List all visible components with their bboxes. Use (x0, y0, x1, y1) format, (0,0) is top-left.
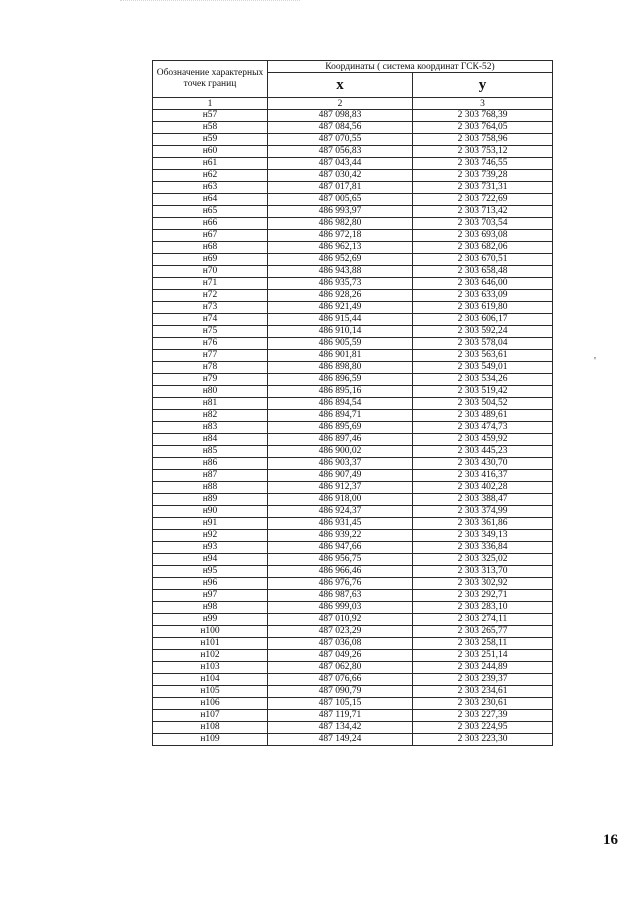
table-row (153, 182, 553, 194)
x-coordinate-cell: 487 084,56 (268, 122, 413, 134)
point-cell: н69 (153, 254, 268, 266)
point-cell: н76 (153, 338, 268, 350)
x-coordinate-cell: 486 943,88 (268, 266, 413, 278)
point-cell: н88 (153, 482, 268, 494)
point-cell: н75 (153, 326, 268, 338)
point-cell: н103 (153, 662, 268, 674)
x-coordinate-cell: 487 056,83 (268, 146, 413, 158)
x-coordinate-cell: 487 076,66 (268, 674, 413, 686)
point-cell: н108 (153, 722, 268, 734)
y-coordinate-cell: 2 303 258,11 (413, 638, 553, 650)
point-cell: н77 (153, 350, 268, 362)
x-coordinate-cell: 486 987,63 (268, 590, 413, 602)
y-coordinate-cell: 2 303 474,73 (413, 422, 553, 434)
x-coordinate-cell: 487 070,55 (268, 134, 413, 146)
x-coordinate-cell: 487 105,15 (268, 698, 413, 710)
point-cell: н107 (153, 710, 268, 722)
x-coordinate-cell: 486 928,26 (268, 290, 413, 302)
point-cell: н67 (153, 230, 268, 242)
table-row (153, 134, 553, 146)
table-row (153, 314, 553, 326)
y-coordinate-cell: 2 303 670,51 (413, 254, 553, 266)
x-coordinate-cell: 486 907,49 (268, 470, 413, 482)
table-row (153, 590, 553, 602)
y-coordinate-cell: 2 303 764,05 (413, 122, 553, 134)
y-coordinate-cell: 2 303 606,17 (413, 314, 553, 326)
y-coordinate-cell: 2 303 313,70 (413, 566, 553, 578)
table-row (153, 698, 553, 710)
x-coordinate-cell: 486 915,44 (268, 314, 413, 326)
x-coordinate-cell: 486 898,80 (268, 362, 413, 374)
x-coordinate-cell: 487 090,79 (268, 686, 413, 698)
y-coordinate-cell: 2 303 658,48 (413, 266, 553, 278)
x-axis-header: х (268, 73, 413, 98)
point-cell: н96 (153, 578, 268, 590)
x-coordinate-cell: 487 017,81 (268, 182, 413, 194)
y-coordinate-cell: 2 303 274,11 (413, 614, 553, 626)
table-row (153, 266, 553, 278)
point-cell: н95 (153, 566, 268, 578)
y-coordinate-cell: 2 303 578,04 (413, 338, 553, 350)
x-coordinate-cell: 486 895,16 (268, 386, 413, 398)
x-coordinate-cell: 486 962,13 (268, 242, 413, 254)
point-cell: н58 (153, 122, 268, 134)
y-coordinate-cell: 2 303 416,37 (413, 470, 553, 482)
table-row (153, 170, 553, 182)
table-row (153, 662, 553, 674)
table-row (153, 254, 553, 266)
point-cell: н79 (153, 374, 268, 386)
point-cell: н78 (153, 362, 268, 374)
table-row (153, 530, 553, 542)
point-cell: н63 (153, 182, 268, 194)
x-coordinate-cell: 487 043,44 (268, 158, 413, 170)
x-coordinate-cell: 486 912,37 (268, 482, 413, 494)
point-cell: н72 (153, 290, 268, 302)
point-cell: н94 (153, 554, 268, 566)
y-coordinate-cell: 2 303 722,69 (413, 194, 553, 206)
y-coordinate-cell: 2 303 753,12 (413, 146, 553, 158)
y-coordinate-cell: 2 303 646,00 (413, 278, 553, 290)
point-cell: н86 (153, 458, 268, 470)
y-coordinate-cell: 2 303 361,86 (413, 518, 553, 530)
x-coordinate-cell: 486 895,69 (268, 422, 413, 434)
x-coordinate-cell: 486 921,49 (268, 302, 413, 314)
point-cell: н87 (153, 470, 268, 482)
table-row (153, 518, 553, 530)
table-row (153, 398, 553, 410)
x-coordinate-cell: 487 010,92 (268, 614, 413, 626)
point-cell: н59 (153, 134, 268, 146)
table-row (153, 110, 553, 122)
table-row (153, 506, 553, 518)
table-row (153, 350, 553, 362)
table-row (153, 650, 553, 662)
table-row (153, 422, 553, 434)
x-coordinate-cell: 486 905,59 (268, 338, 413, 350)
point-cell: н85 (153, 446, 268, 458)
x-coordinate-cell: 487 036,08 (268, 638, 413, 650)
y-coordinate-cell: 2 303 402,28 (413, 482, 553, 494)
y-coordinate-cell: 2 303 703,54 (413, 218, 553, 230)
y-coordinate-cell: 2 303 325,02 (413, 554, 553, 566)
x-coordinate-cell: 486 982,80 (268, 218, 413, 230)
table-row (153, 218, 553, 230)
table-row (153, 374, 553, 386)
y-coordinate-cell: 2 303 388,47 (413, 494, 553, 506)
table-row (153, 674, 553, 686)
coordinates-table (152, 60, 553, 746)
point-cell: н106 (153, 698, 268, 710)
y-coordinate-cell: 2 303 459,92 (413, 434, 553, 446)
point-cell: н65 (153, 206, 268, 218)
y-coordinate-cell: 2 303 302,92 (413, 578, 553, 590)
page-number: 16 (603, 832, 618, 848)
table-row (153, 638, 553, 650)
point-cell: н99 (153, 614, 268, 626)
table-row (153, 326, 553, 338)
x-coordinate-cell: 486 900,02 (268, 446, 413, 458)
point-cell: н66 (153, 218, 268, 230)
point-cell: н71 (153, 278, 268, 290)
point-cell: н73 (153, 302, 268, 314)
x-coordinate-cell: 487 134,42 (268, 722, 413, 734)
point-cell: н82 (153, 410, 268, 422)
x-coordinate-cell: 487 049,26 (268, 650, 413, 662)
point-cell: н83 (153, 422, 268, 434)
y-coordinate-cell: 2 303 283,10 (413, 602, 553, 614)
coordinates-header: Координаты ( система координат ГСК-52) (268, 61, 553, 73)
y-coordinate-cell: 2 303 374,99 (413, 506, 553, 518)
y-coordinate-cell: 2 303 693,08 (413, 230, 553, 242)
table-row (153, 458, 553, 470)
point-cell: н61 (153, 158, 268, 170)
point-cell: н100 (153, 626, 268, 638)
column-number-1: 1 (153, 98, 268, 110)
x-coordinate-cell: 487 005,65 (268, 194, 413, 206)
point-cell: н74 (153, 314, 268, 326)
table-row (153, 566, 553, 578)
y-coordinate-cell: 2 303 430,70 (413, 458, 553, 470)
table-row (153, 302, 553, 314)
y-coordinate-cell: 2 303 224,95 (413, 722, 553, 734)
x-coordinate-cell: 486 903,37 (268, 458, 413, 470)
point-cell: н104 (153, 674, 268, 686)
stray-mark: ' (594, 355, 596, 367)
table-row (153, 158, 553, 170)
y-coordinate-cell: 2 303 223,30 (413, 734, 553, 746)
table-row (153, 434, 553, 446)
table-row (153, 602, 553, 614)
y-coordinate-cell: 2 303 489,61 (413, 410, 553, 422)
x-coordinate-cell: 486 894,71 (268, 410, 413, 422)
x-coordinate-cell: 486 939,22 (268, 530, 413, 542)
x-coordinate-cell: 487 023,29 (268, 626, 413, 638)
table-row (153, 194, 553, 206)
y-coordinate-cell: 2 303 265,77 (413, 626, 553, 638)
column-number-2: 2 (268, 98, 413, 110)
x-coordinate-cell: 486 952,69 (268, 254, 413, 266)
point-cell: н109 (153, 734, 268, 746)
point-cell: н70 (153, 266, 268, 278)
point-cell: н90 (153, 506, 268, 518)
y-coordinate-cell: 2 303 534,26 (413, 374, 553, 386)
x-coordinate-cell: 487 062,80 (268, 662, 413, 674)
table-row (153, 146, 553, 158)
y-coordinate-cell: 2 303 292,71 (413, 590, 553, 602)
x-coordinate-cell: 486 976,76 (268, 578, 413, 590)
point-cell: н57 (153, 110, 268, 122)
x-coordinate-cell: 487 098,83 (268, 110, 413, 122)
point-cell: н98 (153, 602, 268, 614)
point-cell: н93 (153, 542, 268, 554)
x-coordinate-cell: 486 897,46 (268, 434, 413, 446)
x-coordinate-cell: 486 901,81 (268, 350, 413, 362)
y-coordinate-cell: 2 303 519,42 (413, 386, 553, 398)
designation-header: Обозначение характерных точек границ (153, 61, 268, 98)
table-row (153, 338, 553, 350)
point-cell: н60 (153, 146, 268, 158)
table-header (153, 61, 553, 110)
x-coordinate-cell: 486 896,59 (268, 374, 413, 386)
y-coordinate-cell: 2 303 445,23 (413, 446, 553, 458)
x-coordinate-cell: 487 030,42 (268, 170, 413, 182)
y-coordinate-cell: 2 303 619,80 (413, 302, 553, 314)
y-coordinate-cell: 2 303 336,84 (413, 542, 553, 554)
table-row (153, 122, 553, 134)
point-cell: н64 (153, 194, 268, 206)
y-coordinate-cell: 2 303 234,61 (413, 686, 553, 698)
x-coordinate-cell: 486 966,46 (268, 566, 413, 578)
x-coordinate-cell: 486 972,18 (268, 230, 413, 242)
x-coordinate-cell: 487 119,71 (268, 710, 413, 722)
y-coordinate-cell: 2 303 244,89 (413, 662, 553, 674)
y-coordinate-cell: 2 303 230,61 (413, 698, 553, 710)
table-row (153, 614, 553, 626)
point-cell: н91 (153, 518, 268, 530)
x-coordinate-cell: 486 956,75 (268, 554, 413, 566)
point-cell: н102 (153, 650, 268, 662)
y-coordinate-cell: 2 303 563,61 (413, 350, 553, 362)
table-row (153, 446, 553, 458)
table-row (153, 542, 553, 554)
y-coordinate-cell: 2 303 739,28 (413, 170, 553, 182)
point-cell: н62 (153, 170, 268, 182)
x-coordinate-cell: 486 924,37 (268, 506, 413, 518)
x-coordinate-cell: 486 931,45 (268, 518, 413, 530)
table-row (153, 710, 553, 722)
table-row (153, 410, 553, 422)
point-cell: н97 (153, 590, 268, 602)
x-coordinate-cell: 486 918,00 (268, 494, 413, 506)
table-row (153, 386, 553, 398)
point-cell: н81 (153, 398, 268, 410)
x-coordinate-cell: 487 149,24 (268, 734, 413, 746)
scan-artifact (120, 0, 300, 5)
y-coordinate-cell: 2 303 682,06 (413, 242, 553, 254)
table-row (153, 686, 553, 698)
y-coordinate-cell: 2 303 227,39 (413, 710, 553, 722)
point-cell: н80 (153, 386, 268, 398)
table-row (153, 242, 553, 254)
point-cell: н89 (153, 494, 268, 506)
y-coordinate-cell: 2 303 731,31 (413, 182, 553, 194)
x-coordinate-cell: 486 993,97 (268, 206, 413, 218)
table-row (153, 206, 553, 218)
y-coordinate-cell: 2 303 633,09 (413, 290, 553, 302)
point-cell: н84 (153, 434, 268, 446)
table-row (153, 230, 553, 242)
point-cell: н105 (153, 686, 268, 698)
y-coordinate-cell: 2 303 713,42 (413, 206, 553, 218)
table-row (153, 470, 553, 482)
x-coordinate-cell: 486 894,54 (268, 398, 413, 410)
table-row (153, 362, 553, 374)
table-row (153, 482, 553, 494)
point-cell: н101 (153, 638, 268, 650)
y-coordinate-cell: 2 303 251,14 (413, 650, 553, 662)
y-coordinate-cell: 2 303 758,96 (413, 134, 553, 146)
table-row (153, 734, 553, 746)
y-coordinate-cell: 2 303 239,37 (413, 674, 553, 686)
y-coordinate-cell: 2 303 592,24 (413, 326, 553, 338)
y-axis-header: у (413, 73, 553, 98)
y-coordinate-cell: 2 303 504,52 (413, 398, 553, 410)
y-coordinate-cell: 2 303 746,55 (413, 158, 553, 170)
table-body (153, 110, 553, 746)
table-row (153, 278, 553, 290)
x-coordinate-cell: 486 999,03 (268, 602, 413, 614)
table-row (153, 722, 553, 734)
column-number-3: 3 (413, 98, 553, 110)
x-coordinate-cell: 486 910,14 (268, 326, 413, 338)
point-cell: н92 (153, 530, 268, 542)
table-row (153, 626, 553, 638)
table-row (153, 554, 553, 566)
table-row (153, 578, 553, 590)
point-cell: н68 (153, 242, 268, 254)
y-coordinate-cell: 2 303 549,01 (413, 362, 553, 374)
x-coordinate-cell: 486 947,66 (268, 542, 413, 554)
table-row (153, 290, 553, 302)
x-coordinate-cell: 486 935,73 (268, 278, 413, 290)
table-row (153, 494, 553, 506)
y-coordinate-cell: 2 303 349,13 (413, 530, 553, 542)
y-coordinate-cell: 2 303 768,39 (413, 110, 553, 122)
